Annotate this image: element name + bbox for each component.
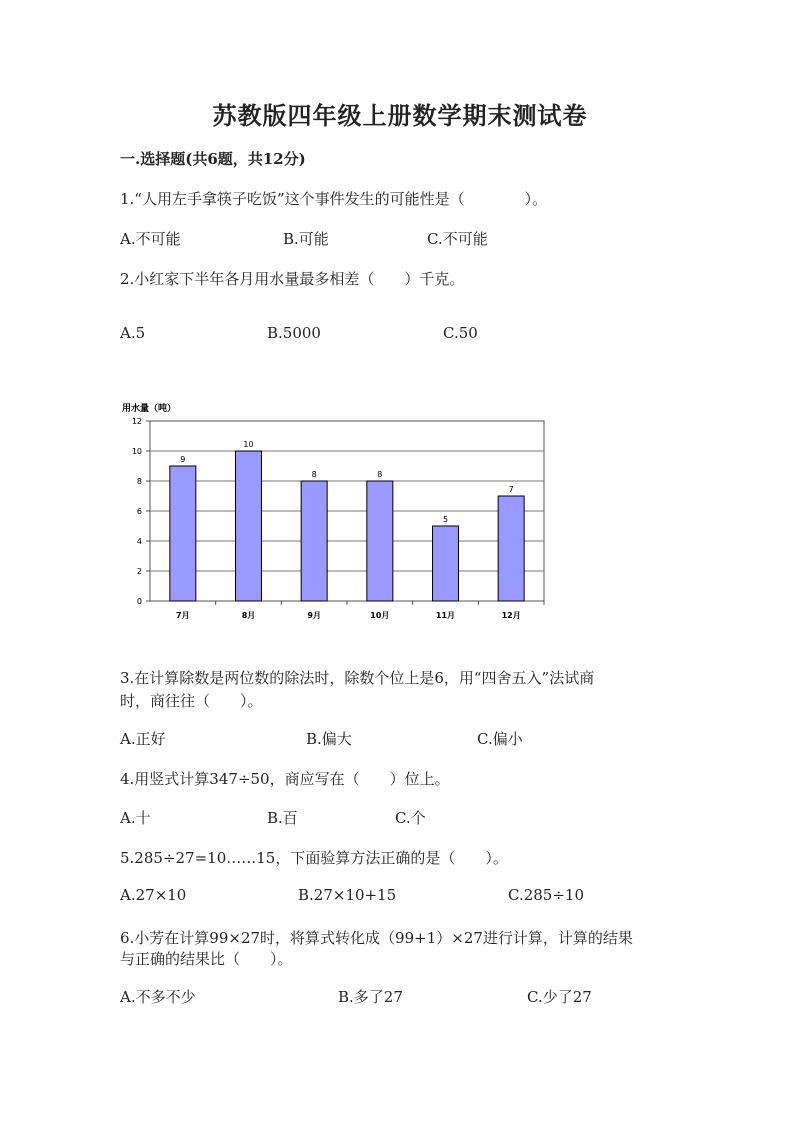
question-3-text-line1: 3.在计算除数是两位数的除法时，除数个位上是6，用“四舍五入”法试商	[120, 669, 595, 687]
chart-x-tick-label: 9月	[307, 611, 321, 620]
chart-data-label: 8	[311, 470, 317, 479]
q6-option-c[interactable]: C.少了27	[527, 988, 592, 1006]
chart-x-tick-label: 10月	[370, 611, 390, 620]
chart-y-tick-label: 2	[136, 567, 142, 576]
chart-y-tick-label: 10	[131, 447, 142, 456]
chart-data-label: 10	[243, 440, 254, 449]
chart-bar	[498, 496, 524, 601]
chart-data-label: 5	[442, 515, 449, 524]
question-6-text-line2: 与正确的结果比（ ）。	[120, 950, 293, 968]
chart-y-tick-label: 0	[136, 597, 142, 606]
chart-bar	[433, 526, 459, 601]
q2-option-b[interactable]: B.5000	[267, 324, 321, 342]
q6-option-b[interactable]: B.多了27	[338, 988, 403, 1006]
q2-option-a[interactable]: A.5	[120, 324, 146, 342]
chart-y-tick-label: 4	[136, 537, 142, 546]
chart-x-tick-label: 12月	[501, 611, 521, 620]
question-3-text-line2: 时，商往往（ ）。	[120, 692, 263, 710]
chart-data-label: 8	[377, 470, 383, 479]
q1-option-c[interactable]: C.不可能	[427, 230, 488, 248]
q3-option-a[interactable]: A.正好	[120, 730, 166, 748]
chart-y-tick-label: 6	[136, 507, 142, 516]
chart-data-label: 9	[180, 455, 186, 464]
chart-bar	[236, 451, 262, 601]
q2-option-c[interactable]: C.50	[443, 324, 478, 342]
q3-option-c[interactable]: C.偏小	[477, 730, 523, 748]
chart-x-tick-label: 8月	[241, 611, 256, 620]
q1-option-a[interactable]: A.不可能	[120, 230, 181, 248]
q5-option-b[interactable]: B.27×10+15	[298, 886, 397, 904]
question-4-text: 4.用竖式计算347÷50，商应写在（ ）位上。	[120, 770, 450, 788]
chart-x-tick-label: 11月	[435, 611, 456, 620]
chart-y-tick-label: 12	[131, 417, 142, 426]
question-2-text: 2.小红家下半年各月用水量最多相差（ ）千克。	[120, 270, 465, 288]
chart-bar	[170, 466, 196, 601]
chart-y-axis-label: 用水量（吨）	[122, 404, 177, 414]
page-title: 苏教版四年级上册数学期末测试卷	[212, 101, 588, 130]
chart-bar	[301, 481, 327, 601]
q3-option-b[interactable]: B.偏大	[306, 730, 352, 748]
q4-option-b[interactable]: B.百	[267, 809, 298, 827]
chart-bar	[367, 481, 393, 601]
q5-option-a[interactable]: A.27×10	[120, 886, 187, 904]
q5-option-c[interactable]: C.285÷10	[508, 886, 584, 904]
question-1-text: 1.“人用左手拿筷子吃饭”这个事件发生的可能性是（ ）。	[120, 190, 548, 208]
water-usage-chart	[118, 398, 558, 628]
q4-option-c[interactable]: C.个	[395, 809, 426, 827]
q6-option-a[interactable]: A.不多不少	[120, 988, 196, 1006]
q4-option-a[interactable]: A.十	[120, 809, 151, 827]
question-6-text-line1: 6.小芳在计算99×27时，将算式转化成（99+1）×27进行计算，计算的结果	[120, 929, 633, 947]
chart-y-tick-label: 8	[136, 477, 142, 486]
q1-option-b[interactable]: B.可能	[283, 230, 329, 248]
section-heading: 一.选择题(共6题，共12分)	[120, 150, 306, 168]
question-5-text: 5.285÷27=10……15，下面验算方法正确的是（ ）。	[120, 849, 508, 867]
chart-x-tick-label: 7月	[176, 611, 190, 620]
chart-data-label: 7	[508, 485, 514, 494]
